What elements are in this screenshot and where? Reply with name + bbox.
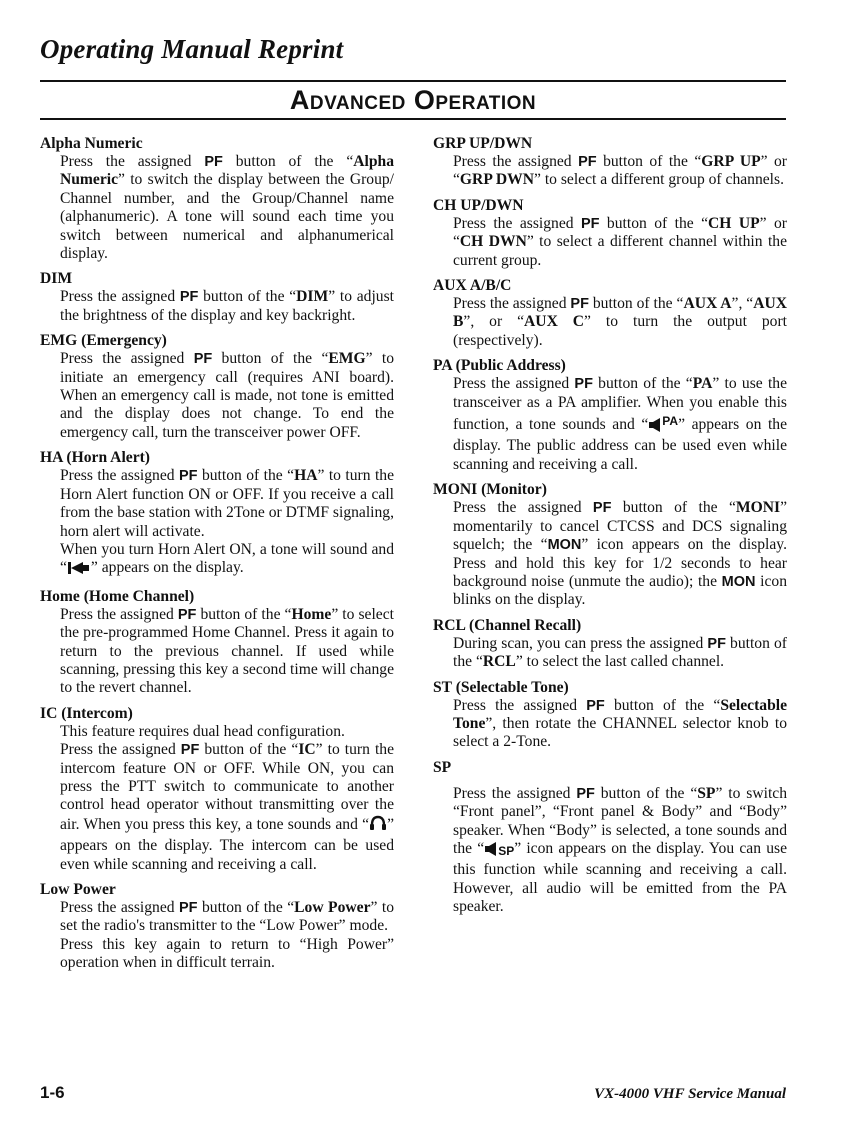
entry-body: This feature requires dual head configuration. Press the assigned PF button of the “IC” to turn the intercom feature ON or OFF. While ON, you can press the PTT switch to communicate to another control head operator without transmitting over the air. When you press this key, a tone sounds and “ ” appears on the display. The intercom can be used even while scanning and receiving a call.: [60, 722, 394, 873]
entry-title: Home (Home Channel): [40, 587, 195, 605]
entry-title: SP: [433, 758, 452, 776]
entry-title: PA (Public Address): [433, 357, 566, 375]
entry-home: [40, 587, 394, 698]
entry-body: Press the assigned PF button of the “GRP UP” or “GRP DWN” to select a different group of channels.: [453, 153, 787, 189]
right-column: [433, 134, 787, 923]
horn-icon: [67, 561, 91, 580]
entry-body: Press the assigned PF button of the “DIM” to adjust the brightness of the display and key backright.: [60, 288, 394, 324]
page-number: 1-6: [40, 1083, 65, 1102]
header-rule-top: [40, 80, 786, 82]
entry-body: Press the assigned PF button of the “SP” to switch “Front panel”, “Front panel & Body” and “Body” speaker. When “Body” is selected, a tone sounds and the “ SP” icon appears on the display. You can use this function while scanning and receiving a call. However, all audio will be emitted from the PA speaker.: [453, 784, 787, 916]
entry-body: Press the assigned PF button of the “Selectable Tone”, then rotate the CHANNEL selector knob to select a 2-Tone.: [453, 696, 787, 751]
entry-title: Alpha Numeric: [40, 135, 143, 152]
entry-title: MONI (Monitor): [433, 481, 547, 499]
entry-body: During scan, you can press the assigned PF button of the “RCL” to select the last called channel.: [453, 634, 788, 671]
entry-aux: [433, 276, 787, 350]
entry-title: EMG (Emergency): [40, 332, 167, 350]
entry-selectable-tone: [433, 678, 787, 752]
section-title: Advanced Operation: [289, 85, 537, 115]
entry-title: GRP UP/DWN: [433, 135, 533, 152]
entry-body: Press the assigned PF button of the “AUX A”, “AUX B”, or “AUX C” to turn the output port (respectively).: [453, 295, 787, 349]
entry-title: ST (Selectable Tone): [433, 678, 569, 696]
entry-body: Press the assigned PF button of the “HA” to turn the Horn Alert function ON or OFF. If you receive a call from the base station with 2Tone or DTMF signaling, horn alert will activate. When you turn Horn Alert ON, a tone will sound and “ ” appears on the display.: [60, 467, 394, 580]
entry-body: Press the assigned PF button of the “Alpha Numeric” to switch the display between the Group/ Channel number, and the Group/Channel name (alphanumeric). A tone will sound each time you switch between numerical and alphanumerical display.: [60, 153, 394, 263]
entry-pa: [433, 356, 787, 474]
entry-body: Press the assigned PF button of the “Low Power” to set the radio's transmitter to the “Low Power” mode. Press this key again to return to “High Power” operation when in difficult terrain.: [60, 899, 394, 972]
manual-name: VX-4000 VHF Service Manual: [594, 1086, 786, 1102]
entry-grp-up-dwn: [433, 134, 787, 190]
headset-icon: [369, 815, 387, 837]
entry-body: Press the assigned PF button of the “CH UP” or “CH DWN” to select a different channel within the current group.: [453, 214, 787, 269]
entry-body: Press the assigned PF button of the “MONI” momentarily to cancel CTCSS and DCS signaling squelch; the “MON” icon appears on the display. Press and hold this key for 1/2 seconds to hear background noise (unmute the audio); the MON icon blinks on the display.: [453, 499, 787, 609]
speaker-icon: [484, 842, 498, 861]
entry-rcl: [433, 616, 787, 672]
entry-low-power: [40, 880, 394, 973]
entry-intercom: [40, 704, 394, 874]
entry-title: AUX A/B/C: [433, 277, 512, 295]
entry-body: Press the assigned PF button of the “EMG” to initiate an emergency call (requires ANI board). When an emergency call is made, not tone is emitted and the display does not change. To end the emergency call, turn the transceiver power OFF.: [60, 350, 395, 441]
entry-ch-up-dwn: [433, 196, 787, 270]
manual-title: Operating Manual Reprint: [40, 34, 344, 64]
entry-title: HA (Horn Alert): [40, 449, 151, 467]
entry-title: RCL (Channel Recall): [433, 616, 582, 634]
entry-title: DIM: [40, 270, 73, 288]
entry-body: Press the assigned PF button of the “Home” to select the pre-programmed Home Channel. Press it again to return to the previous channel. If used while scanning, pressing this key a second time will change to the revert channel.: [60, 605, 394, 697]
entry-sp: [433, 758, 787, 917]
speaker-icon: [648, 418, 662, 437]
entry-moni: [433, 480, 787, 609]
entry-body: Press the assigned PF button of the “PA” to use the transceiver as a PA amplifier. When you enable this function, a tone sounds and “ $^{PA}$” appears on the display. The public address can be used even while scanning and receiving a call.: [453, 375, 787, 473]
left-column: [40, 134, 394, 979]
entry-alpha-numeric: [40, 134, 394, 263]
entry-title: IC (Intercom): [40, 704, 133, 722]
entry-dim: [40, 269, 394, 325]
entry-emg: [40, 331, 394, 442]
entry-title: Low Power: [40, 881, 116, 898]
header-rule-bottom: [40, 118, 786, 120]
entry-horn-alert: [40, 448, 394, 580]
entry-title: CH UP/DWN: [433, 196, 524, 214]
